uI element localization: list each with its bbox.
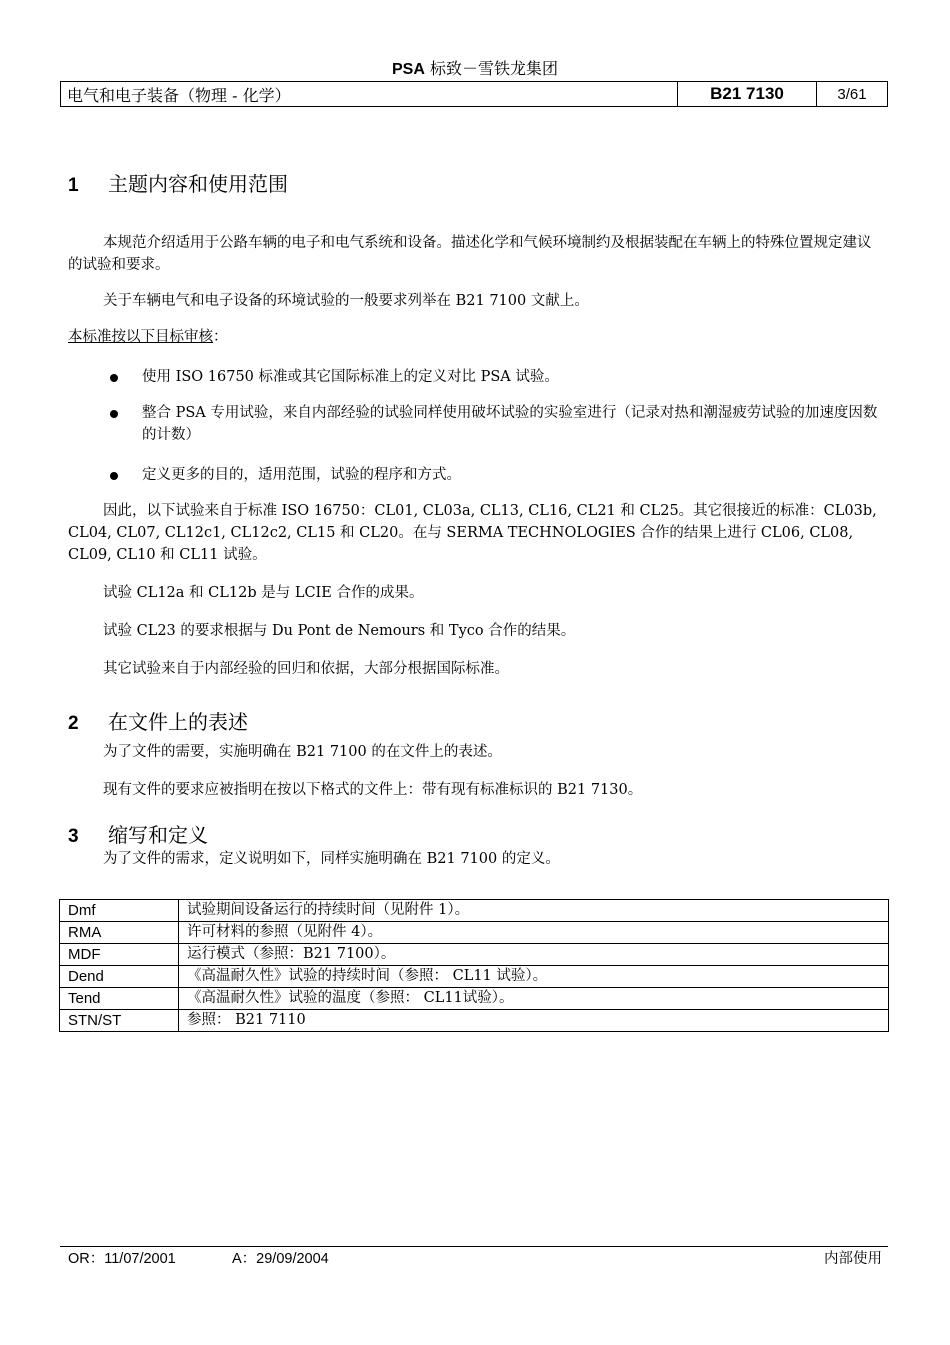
footer-divider	[60, 1246, 888, 1247]
section-title: 缩写和定义	[108, 823, 208, 847]
bullet-icon	[110, 374, 118, 382]
bullet-icon	[110, 472, 118, 480]
audit-colon: ：	[213, 329, 228, 345]
table-row: STN/ST 参照： B21 7110	[60, 1010, 889, 1032]
section-number: 2	[68, 713, 79, 734]
paragraph: 为了文件的需求，定义说明如下，同样实施明确在 B21 7100 的定义。	[103, 851, 560, 867]
table-row: Dmf 试验期间设备运行的持续时间（见附件 1）。	[60, 900, 889, 922]
page-number: 3/61	[817, 82, 888, 107]
classification-label: 内部使用	[824, 1251, 882, 1267]
paragraph: 本规范介绍适用于公路车辆的电子和电气系统和设备。描述化学和气候环境制约及根据装配在车辆上的特殊位置规定建议的试验和要求。	[68, 235, 872, 273]
audit-list	[68, 366, 880, 486]
table-row: RMA 许可材料的参照（见附件 4）。	[60, 922, 889, 944]
table-row: Tend 《高温耐久性》试验的温度（参照： CL11试验）。	[60, 988, 889, 1010]
document-title-table	[60, 81, 888, 107]
section-number: 3	[68, 826, 79, 847]
original-date: OR：11/07/2001	[68, 1251, 176, 1267]
definitions-table	[59, 899, 889, 1032]
section-title: 在文件上的表述	[108, 710, 248, 734]
audit-heading	[68, 326, 880, 348]
section-title: 主题内容和使用范围	[108, 172, 288, 196]
bullet-icon	[110, 410, 118, 418]
organization-header	[0, 58, 950, 81]
org-name: 标致－雪铁龙集团	[429, 59, 558, 78]
table-row: MDF 运行模式（参照：B21 7100）。	[60, 944, 889, 966]
amendment-date: A：29/09/2004	[232, 1251, 329, 1267]
section-number: 1	[68, 175, 79, 196]
list-item: 使用 ISO 16750 标准或其它国际标准上的定义对比 PSA 试验。	[68, 366, 880, 388]
paragraph: 现有文件的要求应被指明在按以下格式的文件上：带有现有标准标识的 B21 7130。	[103, 782, 643, 798]
document-body	[68, 168, 880, 870]
paragraph: 其它试验来自于内部经验的回归和依据，大部分根据国际标准。	[103, 661, 509, 677]
table-row: Dend 《高温耐久性》试验的持续时间（参照： CL11 试验）。	[60, 966, 889, 988]
paragraph: 试验 CL12a 和 CL12b 是与 LCIE 合作的成果。	[103, 585, 424, 601]
audit-label: 本标准按以下目标审核	[68, 329, 213, 345]
paragraph: 关于车辆电气和电子设备的环境试验的一般要求列举在 B21 7100 文献上。	[103, 293, 589, 309]
section-2-heading	[68, 706, 880, 735]
section-3-heading	[68, 819, 880, 848]
paragraph: 为了文件的需要，实施明确在 B21 7100 的在文件上的表述。	[103, 744, 502, 760]
paragraph: 试验 CL23 的要求根据与 Du Pont de Nemours 和 Tyco 合作的结果。	[103, 623, 576, 639]
list-item: 整合 PSA 专用试验，来自内部经验的试验同样使用破坏试验的实验室进行（记录对热和潮湿疲劳试验的加速度因数的计数）	[68, 402, 880, 446]
document-reference: B21 7130	[678, 82, 817, 107]
section-1-heading	[68, 168, 880, 197]
document-title: 电气和电子装备（物理 - 化学）	[61, 82, 678, 107]
list-item: 定义更多的目的，适用范围，试验的程序和方式。	[68, 464, 880, 486]
org-brand: PSA	[391, 61, 425, 78]
paragraph: 因此，以下试验来自于标准 ISO 16750：CL01, CL03a, CL13, CL16, CL21 和 CL25。其它很接近的标准：CL03b, CL04, CL07, CL12c1, CL12c2, CL15 和 CL20。在与 SERMA TECHNOLOGIES 合作的结果上进行 CL06, CL08, CL09, CL10 和 CL11 试验。	[68, 503, 877, 563]
